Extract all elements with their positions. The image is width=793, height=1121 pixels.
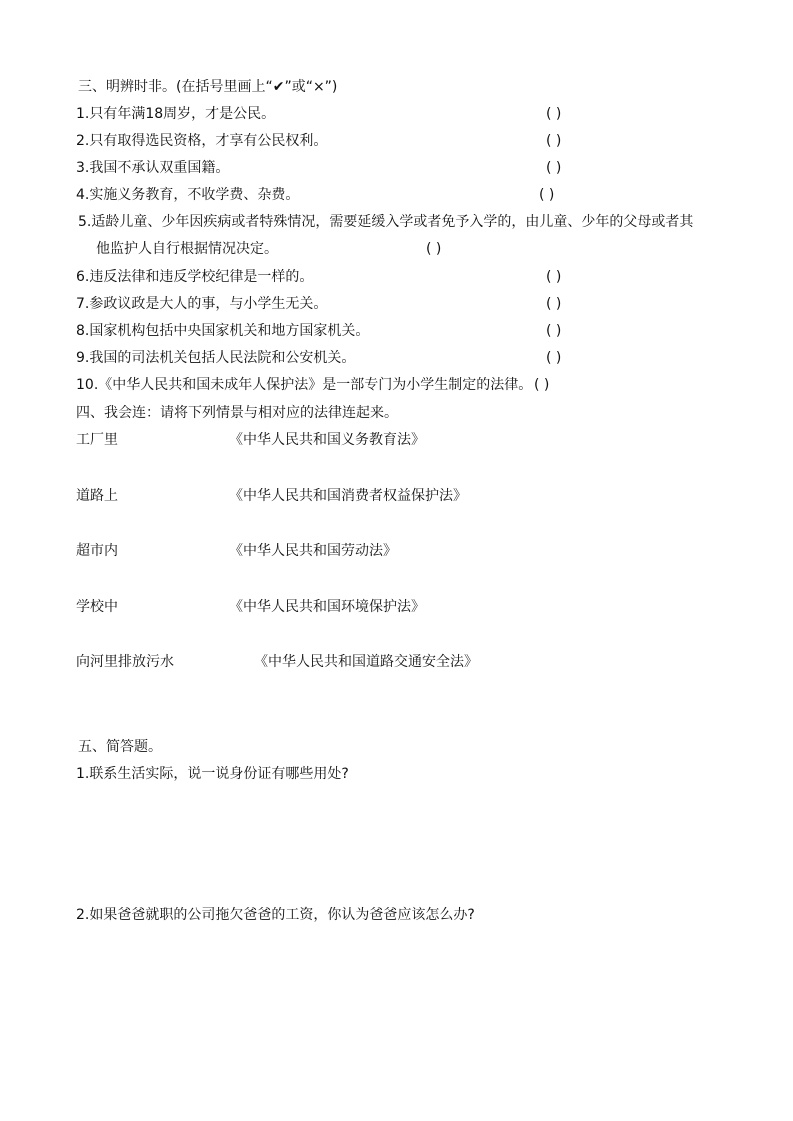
- answer-bracket-5[interactable]: ( ): [426, 241, 442, 257]
- answer-bracket-3[interactable]: ( ): [546, 160, 562, 176]
- match-law-4[interactable]: 《中华人民共和国环境保护法》: [229, 599, 425, 615]
- tf-question-5-cont: 他监护人自行根据情况决定。: [96, 241, 278, 257]
- tf-question-10: 10.《中华人民共和国未成年人保护法》是一部专门为小学生制定的法律。: [76, 377, 533, 393]
- match-scene-5[interactable]: 向河里排放污水: [76, 654, 174, 670]
- short-answer-question-1: 1.联系生活实际，说一说身份证有哪些用处?: [76, 766, 349, 782]
- answer-bracket-1[interactable]: ( ): [546, 106, 562, 122]
- match-law-5[interactable]: 《中华人民共和国道路交通安全法》: [254, 654, 478, 670]
- section-3-title: 三、明辨时非。(在括号里画上“✔”或“×”): [78, 79, 338, 95]
- answer-bracket-10[interactable]: ( ): [534, 377, 550, 393]
- answer-bracket-2[interactable]: ( ): [546, 133, 562, 149]
- match-scene-2[interactable]: 道路上: [76, 488, 118, 504]
- tf-question-7: 7.参政议政是大人的事，与小学生无关。: [76, 296, 328, 312]
- match-law-1[interactable]: 《中华人民共和国义务教育法》: [229, 432, 425, 448]
- section-4-title: 四、我会连：请将下列情景与相对应的法律连起来。: [76, 405, 398, 421]
- tf-question-5: 5.适龄儿童、少年因疾病或者特殊情况，需要延缓入学或者免予入学的，由儿童、少年的父母或者其: [78, 214, 694, 230]
- answer-bracket-8[interactable]: ( ): [546, 323, 562, 339]
- match-law-3[interactable]: 《中华人民共和国劳动法》: [229, 543, 397, 559]
- answer-bracket-9[interactable]: ( ): [546, 350, 562, 366]
- tf-question-1: 1.只有年满18周岁，才是公民。: [76, 106, 276, 122]
- match-scene-3[interactable]: 超市内: [76, 543, 118, 559]
- match-scene-1[interactable]: 工厂里: [76, 432, 118, 448]
- tf-question-4: 4.实施义务教育，不收学费、杂费。: [76, 187, 300, 203]
- tf-question-3: 3.我国不承认双重国籍。: [76, 160, 230, 176]
- tf-question-6: 6.违反法律和违反学校纪律是一样的。: [76, 269, 314, 285]
- section-5-title: 五、简答题。: [78, 739, 162, 755]
- answer-bracket-6[interactable]: ( ): [546, 269, 562, 285]
- match-scene-4[interactable]: 学校中: [76, 599, 118, 615]
- short-answer-question-2: 2.如果爸爸就职的公司拖欠爸爸的工资，你认为爸爸应该怎么办?: [76, 907, 475, 923]
- tf-question-9: 9.我国的司法机关包括人民法院和公安机关。: [76, 350, 356, 366]
- answer-bracket-7[interactable]: ( ): [546, 296, 562, 312]
- match-law-2[interactable]: 《中华人民共和国消费者权益保护法》: [229, 488, 467, 504]
- tf-question-8: 8.国家机构包括中央国家机关和地方国家机关。: [76, 323, 370, 339]
- answer-bracket-4[interactable]: ( ): [539, 187, 555, 203]
- tf-question-2: 2.只有取得选民资格，才享有公民权利。: [76, 133, 328, 149]
